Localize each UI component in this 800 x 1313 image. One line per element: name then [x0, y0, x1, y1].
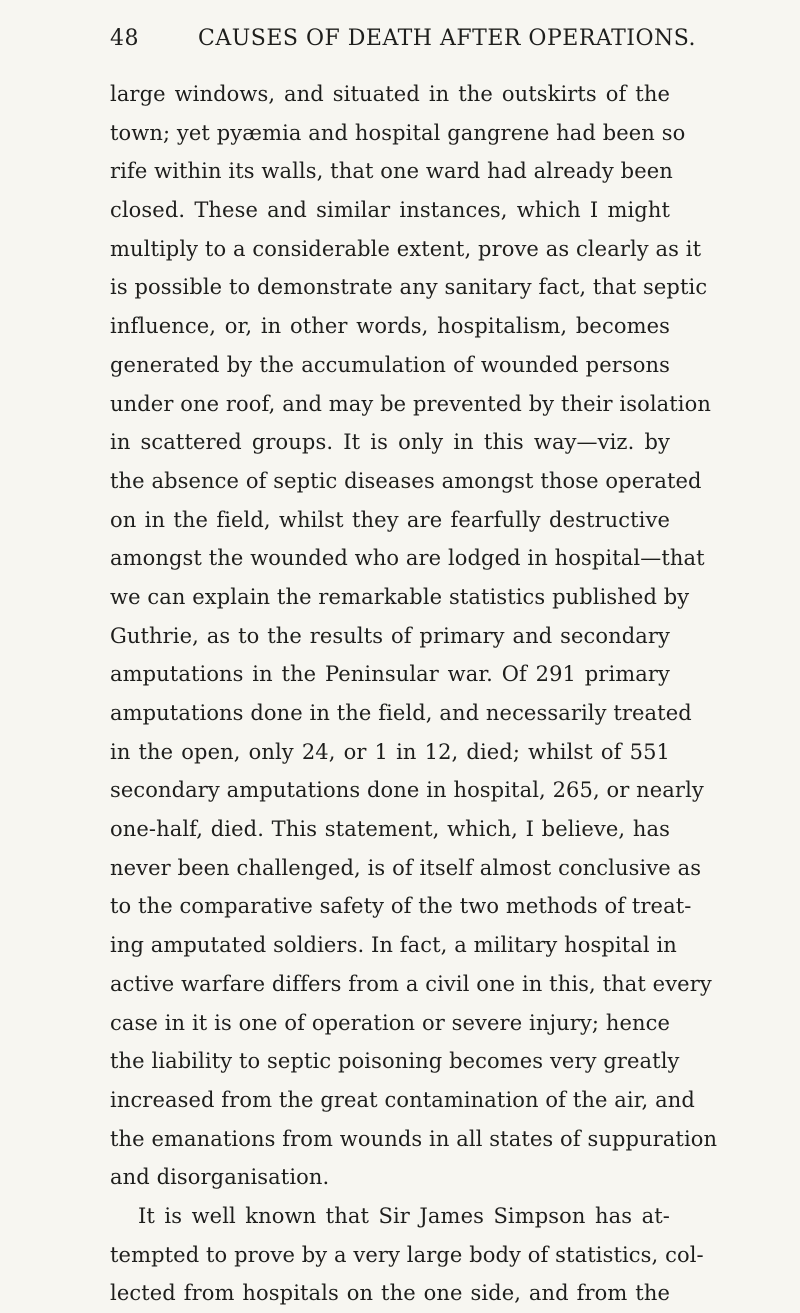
text-line: the emanations from wounds in all states of suppuration: [110, 1126, 718, 1151]
text-line: under one roof, and may be prevented by their isolation: [110, 391, 711, 416]
text-line: amputations done in the field, and necessarily treated: [110, 701, 692, 725]
text-line: the absence of septic diseases amongst those operated: [110, 468, 702, 493]
text-line: in the open, only 24, or 1 in 12, died; whilst of 551: [110, 739, 670, 764]
text-line: never been challenged, is of itself almost conclusive as: [110, 855, 702, 880]
text-line: large windows, and situated in the outskirts of the: [110, 82, 670, 106]
text-line: to the comparative safety of the two methods of treat-: [110, 894, 692, 919]
text-line: closed. These and similar instances, which I might: [110, 198, 670, 223]
text-line: we can explain the remarkable statistics published by: [110, 584, 690, 609]
text-line: multiply to a considerable extent, prove as clearly as it: [110, 236, 702, 261]
text-line: amputations in the Peninsular war. Of 291 primary: [110, 662, 670, 687]
text-line: on in the field, whilst they are fearfully destructive: [110, 507, 670, 532]
text-line: generated by the accumulation of wounded persons: [110, 352, 670, 377]
text-line: amongst the wounded who are lodged in hospital—that: [110, 546, 705, 571]
text-line: in scattered groups. It is only in this way—viz. by: [110, 430, 670, 455]
text-line: influence, or, in other words, hospitalism, becomes: [110, 314, 670, 339]
text-line: one-half, died. This statement, which, I believe, has: [110, 817, 670, 842]
paragraph-end-line: and disorganisation.: [110, 1165, 330, 1190]
text-line: increased from the great contamination of the air, and: [110, 1087, 695, 1112]
text-line: active warfare differs from a civil one in this, that every: [110, 971, 712, 996]
text-line: town; yet pyæmia and hospital gangrene had been so: [110, 120, 686, 145]
text-line: the liability to septic poisoning becomes very greatly: [110, 1049, 680, 1074]
text-line: ing amputated soldiers. In fact, a military hospital in: [110, 933, 677, 958]
text-line: lected from hospitals on the one side, and from the: [110, 1281, 670, 1306]
text-line: rife within its walls, that one ward had already been: [110, 159, 673, 184]
running-title: CAUSES OF DEATH AFTER OPERATIONS.: [198, 26, 697, 51]
page-number: 48: [110, 26, 139, 51]
text-line: is possible to demonstrate any sanitary fact, that septic: [110, 275, 708, 300]
paragraph-start-line: It is well known that Sir James Simpson has at-: [138, 1203, 670, 1228]
page-header: [110, 26, 697, 62]
text-line: tempted to prove by a very large body of statistics, col-: [110, 1242, 704, 1267]
text-line: secondary amputations done in hospital, 265, or nearly: [110, 778, 704, 803]
body-text: [110, 75, 718, 1313]
text-line: case in it is one of operation or severe injury; hence: [110, 1010, 670, 1035]
text-line: Guthrie, as to the results of primary and secondary: [110, 623, 670, 648]
